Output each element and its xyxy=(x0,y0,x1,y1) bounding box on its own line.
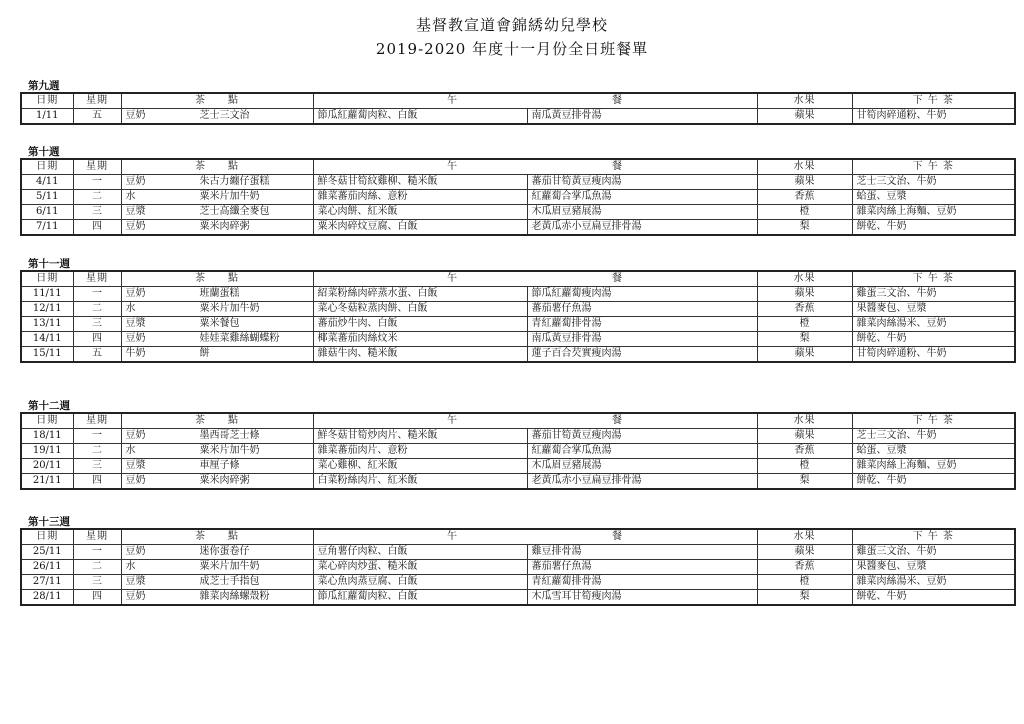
snack-item: 墨西哥芝士條 xyxy=(199,430,260,441)
lunch-soup-cell: 木瓜眉豆豬展湯 xyxy=(527,459,757,474)
lunch-soup-cell: 節瓜紅蘿蔔瘦肉湯 xyxy=(527,287,757,302)
week-label: 第十二週 xyxy=(28,400,70,412)
header-afternoon-tea: 下 午 茶 xyxy=(852,93,1015,109)
fruit-cell: 梨 xyxy=(757,474,852,490)
table-row xyxy=(21,590,1015,606)
table-row xyxy=(21,287,1015,302)
header-lunch: 午 餐 xyxy=(313,271,757,287)
date-cell: 14/11 xyxy=(21,332,73,347)
lunch-main-cell: 紹菜粉絲肉碎蒸水蛋、白飯 xyxy=(313,287,527,302)
menu-table xyxy=(20,158,1016,236)
snack-item: 芝士高纖全麥包 xyxy=(199,206,270,217)
snack-drink: 豆奶 xyxy=(125,475,146,486)
day-cell: 五 xyxy=(73,347,121,363)
lunch-main-cell: 菜心碎肉炒蛋、糙米飯 xyxy=(313,560,527,575)
header-snack: 茶 點 xyxy=(121,271,313,287)
lunch-soup-cell: 雞豆排骨湯 xyxy=(527,545,757,560)
header-afternoon-tea: 下 午 茶 xyxy=(852,529,1015,545)
header-afternoon-tea: 下 午 茶 xyxy=(852,159,1015,175)
snack-drink: 水 xyxy=(125,445,136,456)
snack-cell xyxy=(121,429,313,444)
snack-cell xyxy=(121,459,313,474)
day-cell: 三 xyxy=(73,459,121,474)
day-cell: 一 xyxy=(73,287,121,302)
snack-item: 粟米片加牛奶 xyxy=(199,445,260,456)
fruit-cell: 香蕉 xyxy=(757,444,852,459)
fruit-cell: 蘋果 xyxy=(757,429,852,444)
day-cell: 二 xyxy=(73,190,121,205)
snack-cell xyxy=(121,332,313,347)
fruit-cell: 梨 xyxy=(757,332,852,347)
menu-subtitle: 2019-2020 年度十一月份全日班餐單 xyxy=(375,40,649,58)
afternoon-tea-cell: 雜菜肉絲湯米、豆奶 xyxy=(852,317,1015,332)
snack-item: 朱古力纏仔蛋糕 xyxy=(199,176,270,187)
menu-table xyxy=(20,412,1016,490)
week-label: 第十一週 xyxy=(28,258,70,270)
fruit-cell: 香蕉 xyxy=(757,560,852,575)
lunch-soup-cell: 青紅蘿蔔排骨湯 xyxy=(527,575,757,590)
header-afternoon-tea: 下 午 茶 xyxy=(852,271,1015,287)
date-cell: 11/11 xyxy=(21,287,73,302)
snack-cell xyxy=(121,220,313,236)
date-cell: 13/11 xyxy=(21,317,73,332)
lunch-soup-cell: 木瓜眉豆豬展湯 xyxy=(527,205,757,220)
lunch-main-cell: 白菜粉絲肉片、紅米飯 xyxy=(313,474,527,490)
lunch-soup-cell: 老黃瓜赤小豆扁豆排骨湯 xyxy=(527,474,757,490)
afternoon-tea-cell: 雞蛋三文治、牛奶 xyxy=(852,287,1015,302)
lunch-main-cell: 雜菜蕃茄肉片、意粉 xyxy=(313,444,527,459)
date-cell: 1/11 xyxy=(21,109,73,125)
day-cell: 二 xyxy=(73,560,121,575)
snack-item: 娃娃菜雞絲蝴蝶粉 xyxy=(199,333,280,344)
lunch-main-cell: 菜心肉餅、紅米飯 xyxy=(313,205,527,220)
school-title: 基督教宣道會錦綉幼兒學校 xyxy=(415,16,608,34)
snack-cell xyxy=(121,560,313,575)
week-section xyxy=(20,80,1014,125)
day-cell: 三 xyxy=(73,205,121,220)
header-snack: 茶 點 xyxy=(121,529,313,545)
table-header-row xyxy=(21,271,1015,287)
table-row xyxy=(21,205,1015,220)
lunch-soup-cell: 紅蘿蔔合掌瓜魚湯 xyxy=(527,444,757,459)
header-fruit: 水果 xyxy=(757,159,852,175)
header-date: 日期 xyxy=(21,271,73,287)
week-section xyxy=(20,258,1014,363)
header-day: 星期 xyxy=(73,159,121,175)
table-row xyxy=(21,332,1015,347)
snack-cell xyxy=(121,190,313,205)
table-header-row xyxy=(21,529,1015,545)
date-cell: 5/11 xyxy=(21,190,73,205)
snack-item: 成芝士手指包 xyxy=(199,576,260,587)
table-row xyxy=(21,444,1015,459)
table-row xyxy=(21,347,1015,363)
snack-drink: 豆奶 xyxy=(125,546,146,557)
header-date: 日期 xyxy=(21,413,73,429)
snack-item: 迷你蛋卷仔 xyxy=(199,546,250,557)
day-cell: 五 xyxy=(73,109,121,125)
fruit-cell: 蘋果 xyxy=(757,287,852,302)
date-cell: 27/11 xyxy=(21,575,73,590)
lunch-soup-cell: 蕃茄甘筍黃豆瘦肉湯 xyxy=(527,175,757,190)
snack-item: 班蘭蛋糕 xyxy=(199,288,240,299)
week-section xyxy=(20,146,1014,236)
snack-drink: 豆奶 xyxy=(125,288,146,299)
lunch-main-cell: 菜心雞柳、紅米飯 xyxy=(313,459,527,474)
header-fruit: 水果 xyxy=(757,271,852,287)
table-row xyxy=(21,575,1015,590)
day-cell: 二 xyxy=(73,444,121,459)
lunch-main-cell: 節瓜紅蘿蔔肉粒、白飯 xyxy=(313,109,527,125)
table-header-row xyxy=(21,159,1015,175)
header-fruit: 水果 xyxy=(757,413,852,429)
date-cell: 7/11 xyxy=(21,220,73,236)
date-cell: 21/11 xyxy=(21,474,73,490)
header-afternoon-tea: 下 午 茶 xyxy=(852,413,1015,429)
snack-item: 粟米肉碎粥 xyxy=(199,221,250,232)
snack-drink: 豆漿 xyxy=(125,318,146,329)
fruit-cell: 香蕉 xyxy=(757,302,852,317)
snack-cell xyxy=(121,545,313,560)
table-row xyxy=(21,175,1015,190)
date-cell: 28/11 xyxy=(21,590,73,606)
table-row xyxy=(21,317,1015,332)
afternoon-tea-cell: 雜菜肉絲湯米、豆奶 xyxy=(852,575,1015,590)
snack-item: 粟米片加牛奶 xyxy=(199,561,260,572)
day-cell: 三 xyxy=(73,575,121,590)
afternoon-tea-cell: 餅乾、牛奶 xyxy=(852,590,1015,606)
week-label: 第十週 xyxy=(28,146,60,158)
header-date: 日期 xyxy=(21,529,73,545)
afternoon-tea-cell: 餅乾、牛奶 xyxy=(852,332,1015,347)
fruit-cell: 梨 xyxy=(757,220,852,236)
day-cell: 一 xyxy=(73,429,121,444)
afternoon-tea-cell: 雜菜肉絲上海麵、豆奶 xyxy=(852,459,1015,474)
snack-drink: 豆奶 xyxy=(125,430,146,441)
snack-item: 車厘子條 xyxy=(199,460,240,471)
snack-item: 粟米肉碎粥 xyxy=(199,475,250,486)
week-section xyxy=(20,400,1014,490)
afternoon-tea-cell: 果醬麥包、豆漿 xyxy=(852,302,1015,317)
lunch-soup-cell: 蕃茄甘筍黃豆瘦肉湯 xyxy=(527,429,757,444)
date-cell: 25/11 xyxy=(21,545,73,560)
header-snack: 茶 點 xyxy=(121,413,313,429)
fruit-cell: 橙 xyxy=(757,205,852,220)
day-cell: 四 xyxy=(73,590,121,606)
header-lunch: 午 餐 xyxy=(313,413,757,429)
date-cell: 26/11 xyxy=(21,560,73,575)
snack-item: 粟米餐包 xyxy=(199,318,240,329)
snack-cell xyxy=(121,175,313,190)
table-row xyxy=(21,545,1015,560)
afternoon-tea-cell: 蛤蛋、豆漿 xyxy=(852,190,1015,205)
week-section xyxy=(20,516,1014,606)
snack-cell xyxy=(121,347,313,363)
snack-item: 餅 xyxy=(199,348,210,359)
snack-drink: 豆奶 xyxy=(125,110,146,121)
day-cell: 一 xyxy=(73,175,121,190)
snack-drink: 牛奶 xyxy=(125,348,146,359)
snack-item: 雜菜肉絲螺殼粉 xyxy=(199,591,270,602)
snack-drink: 豆漿 xyxy=(125,206,146,217)
menu-table xyxy=(20,92,1016,125)
lunch-soup-cell: 南瓜黃豆排骨湯 xyxy=(527,332,757,347)
table-header-row xyxy=(21,93,1015,109)
date-cell: 20/11 xyxy=(21,459,73,474)
header-fruit: 水果 xyxy=(757,529,852,545)
lunch-main-cell: 菜心魚肉蒸豆腐、白飯 xyxy=(313,575,527,590)
day-cell: 二 xyxy=(73,302,121,317)
header-date: 日期 xyxy=(21,93,73,109)
lunch-soup-cell: 蕃茄薯仔魚湯 xyxy=(527,560,757,575)
table-row xyxy=(21,560,1015,575)
fruit-cell: 蘋果 xyxy=(757,109,852,125)
snack-cell xyxy=(121,575,313,590)
snack-cell xyxy=(121,109,313,125)
snack-drink: 水 xyxy=(125,561,136,572)
snack-drink: 豆奶 xyxy=(125,176,146,187)
fruit-cell: 香蕉 xyxy=(757,190,852,205)
header-day: 星期 xyxy=(73,93,121,109)
afternoon-tea-cell: 雜菜肉絲上海麵、豆奶 xyxy=(852,205,1015,220)
afternoon-tea-cell: 餅乾、牛奶 xyxy=(852,474,1015,490)
header-day: 星期 xyxy=(73,271,121,287)
snack-cell xyxy=(121,590,313,606)
snack-drink: 豆漿 xyxy=(125,576,146,587)
lunch-main-cell: 雜菜蕃茄肉絲、意粉 xyxy=(313,190,527,205)
date-cell: 18/11 xyxy=(21,429,73,444)
header-day: 星期 xyxy=(73,413,121,429)
header-lunch: 午 餐 xyxy=(313,159,757,175)
date-cell: 15/11 xyxy=(21,347,73,363)
header-snack: 茶 點 xyxy=(121,93,313,109)
table-row xyxy=(21,220,1015,236)
fruit-cell: 橙 xyxy=(757,575,852,590)
table-row xyxy=(21,459,1015,474)
lunch-soup-cell: 南瓜黃豆排骨湯 xyxy=(527,109,757,125)
lunch-main-cell: 鮮冬菇甘筍炒肉片、糙米飯 xyxy=(313,429,527,444)
afternoon-tea-cell: 餅乾、牛奶 xyxy=(852,220,1015,236)
header-day: 星期 xyxy=(73,529,121,545)
header-fruit: 水果 xyxy=(757,93,852,109)
table-row xyxy=(21,302,1015,317)
afternoon-tea-cell: 雞蛋三文治、牛奶 xyxy=(852,545,1015,560)
date-cell: 12/11 xyxy=(21,302,73,317)
lunch-main-cell: 蕃茄炒牛肉、白飯 xyxy=(313,317,527,332)
header-date: 日期 xyxy=(21,159,73,175)
afternoon-tea-cell: 蛤蛋、豆漿 xyxy=(852,444,1015,459)
date-cell: 19/11 xyxy=(21,444,73,459)
menu-table xyxy=(20,270,1016,363)
afternoon-tea-cell: 芝士三文治、牛奶 xyxy=(852,429,1015,444)
fruit-cell: 蘋果 xyxy=(757,347,852,363)
table-row xyxy=(21,429,1015,444)
snack-cell xyxy=(121,302,313,317)
afternoon-tea-cell: 果醬麥包、豆漿 xyxy=(852,560,1015,575)
snack-item: 芝士三文治 xyxy=(199,110,250,121)
header-lunch: 午 餐 xyxy=(313,529,757,545)
snack-drink: 豆奶 xyxy=(125,333,146,344)
table-row xyxy=(21,109,1015,125)
date-cell: 4/11 xyxy=(21,175,73,190)
fruit-cell: 橙 xyxy=(757,459,852,474)
snack-drink: 水 xyxy=(125,191,136,202)
snack-drink: 豆奶 xyxy=(125,591,146,602)
snack-cell xyxy=(121,444,313,459)
table-row xyxy=(21,474,1015,490)
snack-drink: 豆奶 xyxy=(125,221,146,232)
day-cell: 一 xyxy=(73,545,121,560)
snack-cell xyxy=(121,287,313,302)
lunch-main-cell: 粟米肉碎炆豆腐、白飯 xyxy=(313,220,527,236)
snack-cell xyxy=(121,474,313,490)
lunch-soup-cell: 木瓜雪耳甘筍瘦肉湯 xyxy=(527,590,757,606)
lunch-main-cell: 鮮冬菇甘筍紋雞柳、糙米飯 xyxy=(313,175,527,190)
lunch-main-cell: 菜心冬菇粒蒸肉餅、白飯 xyxy=(313,302,527,317)
lunch-soup-cell: 青紅蘿蔔排骨湯 xyxy=(527,317,757,332)
fruit-cell: 蘋果 xyxy=(757,175,852,190)
snack-cell xyxy=(121,205,313,220)
header-lunch: 午 餐 xyxy=(313,93,757,109)
fruit-cell: 梨 xyxy=(757,590,852,606)
date-cell: 6/11 xyxy=(21,205,73,220)
snack-drink: 水 xyxy=(125,303,136,314)
lunch-soup-cell: 蓮子百合芡實瘦肉湯 xyxy=(527,347,757,363)
lunch-soup-cell: 老黃瓜赤小豆扁豆排骨湯 xyxy=(527,220,757,236)
day-cell: 四 xyxy=(73,220,121,236)
lunch-main-cell: 椰菜蕃茄肉絲炆米 xyxy=(313,332,527,347)
menu-table xyxy=(20,528,1016,606)
table-header-row xyxy=(21,413,1015,429)
lunch-main-cell: 雜菇牛肉、糙米飯 xyxy=(313,347,527,363)
snack-item: 粟米片加牛奶 xyxy=(199,191,260,202)
header-snack: 茶 點 xyxy=(121,159,313,175)
fruit-cell: 橙 xyxy=(757,317,852,332)
snack-cell xyxy=(121,317,313,332)
afternoon-tea-cell: 甘筍肉碎通粉、牛奶 xyxy=(852,347,1015,363)
table-row xyxy=(21,190,1015,205)
snack-drink: 豆漿 xyxy=(125,460,146,471)
week-label: 第九週 xyxy=(28,80,60,92)
week-label: 第十三週 xyxy=(28,516,70,528)
day-cell: 四 xyxy=(73,332,121,347)
lunch-soup-cell: 蕃茄薯仔魚湯 xyxy=(527,302,757,317)
day-cell: 三 xyxy=(73,317,121,332)
afternoon-tea-cell: 芝士三文治、牛奶 xyxy=(852,175,1015,190)
lunch-main-cell: 節瓜紅蘿蔔肉粒、白飯 xyxy=(313,590,527,606)
fruit-cell: 蘋果 xyxy=(757,545,852,560)
lunch-soup-cell: 紅蘿蔔合掌瓜魚湯 xyxy=(527,190,757,205)
lunch-main-cell: 豆角薯仔肉粒、白飯 xyxy=(313,545,527,560)
afternoon-tea-cell: 甘筍肉碎通粉、牛奶 xyxy=(852,109,1015,125)
day-cell: 四 xyxy=(73,474,121,490)
snack-item: 粟米片加牛奶 xyxy=(199,303,260,314)
